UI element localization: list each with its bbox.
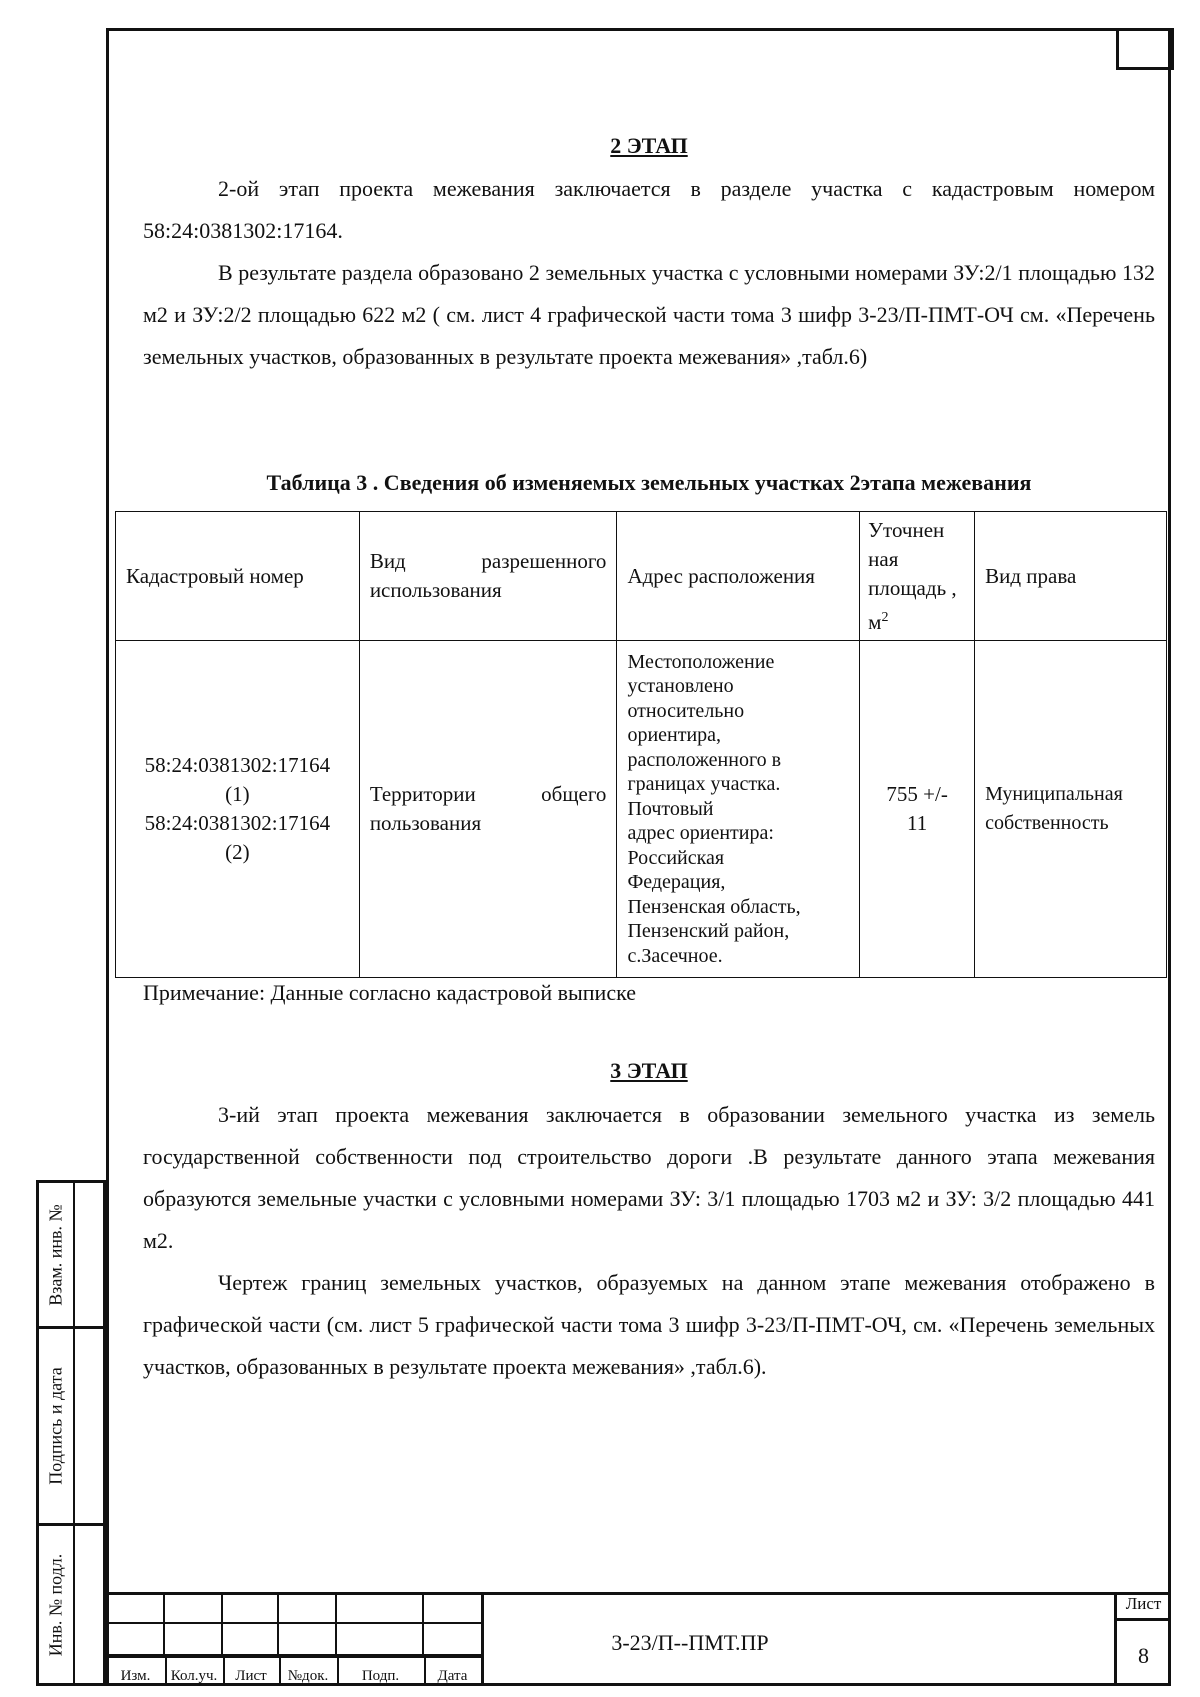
stage3-heading: 3 ЭТАП bbox=[610, 1058, 688, 1083]
header-area bbox=[860, 512, 975, 641]
side-label-podpis: Подпись и дата bbox=[45, 1367, 66, 1485]
tb-label-podp: Подп. bbox=[361, 1668, 400, 1684]
header-area-text: Уточнен ная площадь , м bbox=[868, 517, 957, 634]
cadastral-line-1: 58:24:0381302:17164 bbox=[144, 753, 331, 777]
side-label-vzam: Взам. инв. № bbox=[45, 1203, 66, 1306]
sheet-label: Лист bbox=[1125, 1594, 1162, 1613]
cell-permitted-use: Территории общего пользования bbox=[359, 641, 617, 978]
stage2-heading: 2 ЭТАП bbox=[610, 133, 688, 158]
address-line: адрес ориентира: bbox=[627, 822, 774, 845]
address-line: расположенного в bbox=[627, 748, 782, 771]
tb-label-list: Лист bbox=[235, 1668, 267, 1684]
table3-caption: Таблица 3 . Сведения об изменяемых земельных участках 2этапа межевания bbox=[266, 470, 1032, 495]
address-line: границах участка. bbox=[627, 773, 781, 796]
address-line: ориентира, bbox=[627, 724, 722, 747]
document-code: 3-23/П--ПМТ.ПР bbox=[611, 1630, 769, 1655]
header-cadastral-number: Кадастровый номер bbox=[116, 512, 360, 641]
address-line: Российская bbox=[627, 846, 725, 869]
cell-right-type: Муниципальная собственность bbox=[975, 641, 1167, 978]
area-line-1: 755 +/- bbox=[886, 782, 948, 806]
stage3-paragraph-2: Чертеж границ земельных участков, образуемых на данном этапе межевания отображено в графической части (см. лист 5 графической части тома 3 шифр 3-23/П-ПМТ-ОЧ, см. «Перечень земельных участков, образованных в результате проекта межевания» ,табл.6). bbox=[143, 1270, 1155, 1379]
corner-box bbox=[1116, 28, 1174, 70]
table3-header-row bbox=[116, 512, 1167, 641]
stage3-paragraph-1: 3-ий этап проекта межевания заключается в образовании земельного участка из земель государственной собственности под строительство дороги .В результате данного этапа межевания образуются земельные участки с условными номерами ЗУ: 3/1 площадью 1703 м2 и ЗУ: 3/2 площадью 441 м2. bbox=[143, 1102, 1155, 1253]
cadastral-line-3: 58:24:0381302:17164 bbox=[144, 811, 331, 835]
tb-label-data: Дата bbox=[437, 1668, 468, 1684]
table-row bbox=[116, 641, 1167, 978]
tb-label-ndok: №док. bbox=[287, 1668, 329, 1684]
side-stamp-inv bbox=[36, 1523, 106, 1686]
side-stamp-label-col bbox=[39, 1183, 75, 1326]
cadastral-line-4: (2) bbox=[225, 840, 250, 864]
table3-note: Примечание: Данные согласно кадастровой выписке bbox=[143, 980, 636, 1005]
address-line: установлено bbox=[627, 675, 734, 698]
stage2-paragraph-2: В результате раздела образовано 2 земельных участка с условными номерами ЗУ:2/1 площадью 132 м2 и ЗУ:2/2 площадью 622 м2 ( см. лист 4 графической части тома 3 шифр 3-23/П-ПМТ-ОЧ см. «Перечень земельных участков, образованных в результате проекта межевания» ,табл.6) bbox=[143, 260, 1155, 369]
address-line: относительно bbox=[627, 699, 745, 722]
cell-area bbox=[860, 641, 975, 978]
sheet-number: 8 bbox=[1138, 1643, 1149, 1668]
stage3-text bbox=[143, 1094, 1155, 1388]
side-stamp-vzam bbox=[36, 1180, 106, 1329]
table3 bbox=[115, 511, 1167, 978]
address-line: Пензенский район, bbox=[627, 920, 790, 943]
area-line-2: 11 bbox=[907, 811, 928, 835]
side-label-inv: Инв. № подл. bbox=[45, 1553, 66, 1656]
stage2-paragraph-1: 2-ой этап проекта межевания заключается в разделе участка с кадастровым номером 58:24:0381302:17164. bbox=[143, 176, 1155, 243]
stage2-text bbox=[143, 168, 1155, 378]
header-right-type: Вид права bbox=[975, 512, 1167, 641]
header-address: Адрес расположения bbox=[617, 512, 860, 641]
header-permitted-use: Вид разрешенного использования bbox=[359, 512, 617, 641]
side-stamp-label-col bbox=[39, 1526, 75, 1683]
side-stamp-podpis bbox=[36, 1326, 106, 1526]
address-line: Почтовый bbox=[627, 797, 714, 820]
cell-cadastral-number bbox=[116, 641, 360, 978]
cadastral-line-2: (1) bbox=[225, 782, 250, 806]
address-line: Пензенская область, bbox=[627, 895, 801, 918]
cell-address bbox=[617, 641, 860, 978]
header-area-sup: 2 bbox=[881, 609, 889, 625]
address-line: Местоположение bbox=[627, 650, 775, 673]
tb-label-kol-uch: Кол.уч. bbox=[170, 1668, 218, 1684]
side-stamp-label-col bbox=[39, 1329, 75, 1523]
address-line: Федерация, bbox=[627, 871, 726, 894]
corner-mark: ` bbox=[1142, 27, 1148, 42]
tb-label-izm: Изм. bbox=[120, 1668, 151, 1684]
address-line: с.Засечное. bbox=[627, 944, 723, 967]
